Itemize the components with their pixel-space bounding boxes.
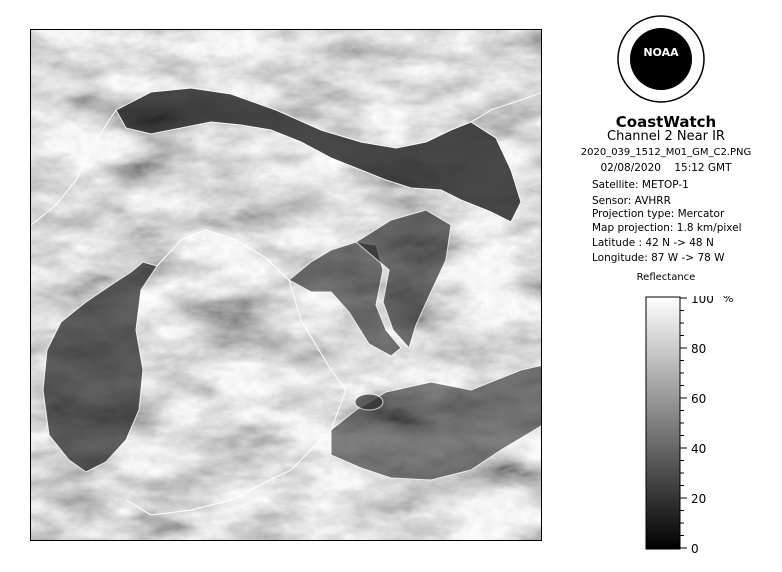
projection-type-label: Projection type: Mercator — [592, 208, 725, 220]
channel-subtitle: Channel 2 Near IR — [607, 129, 725, 144]
noaa-logo — [616, 14, 706, 104]
reflectance-scale — [645, 296, 755, 560]
date-label: 02/08/2020 — [600, 162, 661, 174]
scale-title: Reflectance — [636, 272, 696, 283]
scale-bar — [646, 297, 680, 549]
sensor-label: Sensor: AVHRR — [592, 195, 671, 207]
longitude-label: Longitude: 87 W -> 78 W — [592, 252, 725, 264]
satellite-image — [30, 29, 542, 541]
noaa-logo-text: NOAA — [643, 46, 679, 59]
scale-tick-label: 0 — [691, 542, 699, 556]
scale-tick-label: 80 — [691, 342, 707, 356]
scale-unit: % — [723, 296, 734, 305]
scale-tick-label: 60 — [691, 392, 707, 406]
scale-tick-label: 20 — [691, 492, 707, 506]
lake-st-clair — [355, 394, 383, 410]
latitude-label: Latitude : 42 N -> 48 N — [592, 237, 714, 249]
scale-tick-label: 40 — [691, 442, 707, 456]
scale-tick-label: 100 — [691, 296, 714, 306]
datetime-label — [566, 162, 766, 174]
product-title: CoastWatch — [615, 113, 717, 131]
time-label: 15:12 GMT — [674, 162, 732, 174]
satellite-label: Satellite: METOP-1 — [592, 179, 689, 191]
filename-label: 2020_039_1512_M01_GM_C2.PNG — [580, 147, 752, 158]
map-projection-label: Map projection: 1.8 km/pixel — [592, 222, 742, 234]
